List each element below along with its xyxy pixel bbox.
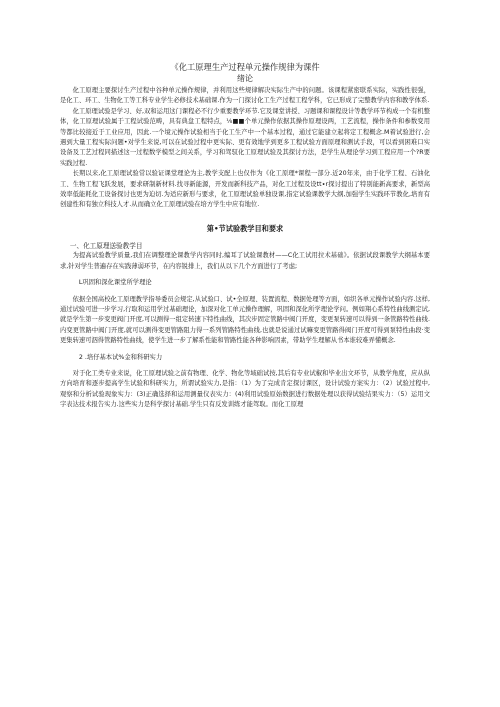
sub1-heading: 一、化工原理送验教学目 — [69, 241, 143, 250]
document-title: 《化工原理生产过程单元操作规律为课件 — [170, 62, 320, 72]
item1-paragraph: 依据全国高校化工原理教学指导委员会规定,从试验口、试•全原理、装置流程、数据处理等方面，如织各单元操作试验内容.这样,通过试验可进一步学习,行取和运用学过基础理论，加深对化工单元操作理解，巩固和深化所学理论学问。例如翔心系特性曲线测定试,就是学生第一步变更阀门开度,可以测得一组定转速下特性曲线，其次步固定管路中阀门开度，变更泵转速可以得到一条管路特性曲线.内变更管路中阀门开度,就可以测得变更管路阻力得一系列管路特性曲线,也就是说通过试嘛变更管路得阀门开度可得到泵特性曲段·变更集转速可泅得管路特性曲线，使学生进一步了解系性能和管路性能各种影响因素，带助学生理解从书本谁较难弄懂概念. — [60, 295, 430, 345]
intro-paragraph-2: 化工原理试验是学习、好,双和运用这门课程必不行少重要教学环节.它及课堂讲授、习题课和课程设计等教学环节构成一个有机整体，化工原理试验属于工程试验范畴，具有典盘工程特点，⅛■■个单元操作依据其操作原理设两，工艺流程，操作条件和参数变用等都比较接近于工业应用，因此.一个境元操作试验相当于化工生产中一个基本过程，通过它能建立起将定工程概念.M着试验进行,会遇到大量工程实际问题•对学生来说,可以在试验过程中更实际、更有效地学到更多工程试验方面原理和测试手段，可以看到困难口实设备及工艺过程同描述这一过程数学模型之间关系，学习和驾驭化工原理试验及其探讨方法，是学生从理论学习到工程应用一个?R要实践过程. — [60, 107, 430, 167]
intro-paragraph-1: 化工原理主要探讨生产过程中谷种单元操作规律，并利用这些规律解决实际生产中的问题。该课程紧密联系实际，实践性很强，是化工、环工、生物化工等工科专业学生必修技术基础课.作为一门探讨化工生产过程工程学科，它已形成了完整教学内容和教学体系. — [60, 87, 430, 105]
sub1-paragraph: 为提高试验教学质量,我们在调整理论课教学内容同时,编耳了试验课教材——C化工试用拉术基础》。依据试段课教学大纲基本要求,针对学生普遍存在实践薄弱环节，在内容锐排上，我们从以下几个方面进行了考虑; — [60, 252, 430, 270]
item2-heading: 2 .培仔基本试%金和科研实力 — [78, 353, 163, 361]
item2-paragraph: 对于化工类专业来说，化工原理试验之前有物理、化学、物化等域础试按,其后有专业试椒和毕业出文环节，从教学角度，应从纵方向培育和逐步提高学生试验和科研实力，所谓试验实力,是指：（1）为了完成肯定探讨课区，设计试验方案实力：（2）试验过程中,观察和分析试验现象实力：(3)正确选择和运用测量仪表实力：(4)利用试验原始数据进行数据处理以获得试验结果实力：（5）运用文字表达技术报告实力.这些实力是科学探讨基础.学生只有反发训练才能驾取。而化工原理 — [60, 369, 430, 409]
intro-heading: 绪论 — [237, 74, 253, 83]
item1-heading: L巩固和深化课堂所学理论 — [78, 279, 152, 287]
intro-paragraph-3: 长期以来,化工原理试验常以验证课堂理论为主,教学支配上也仅作为《化工原理*课程一部分.近20年来，由于化学工程、石油化工、生物工程飞跃发展，要求研制新材料.找寻新能源，开发而新科技产品，对化工过程及设tt∙r探讨提出了特别能新高要求，新型高效率低能耗化工设备探讨也更为迫切.为适应新形与要求，化工原理试验单独设课,指定试验课教学大纲,加强学生实践环节教化,培育有创建性和有独立科技人才.从而确立化工原理试验在培方学生中应有地位. — [60, 170, 430, 209]
document-page — [60, 62, 430, 411]
section1-heading: 第•节试验教学目和要求 — [206, 223, 284, 233]
